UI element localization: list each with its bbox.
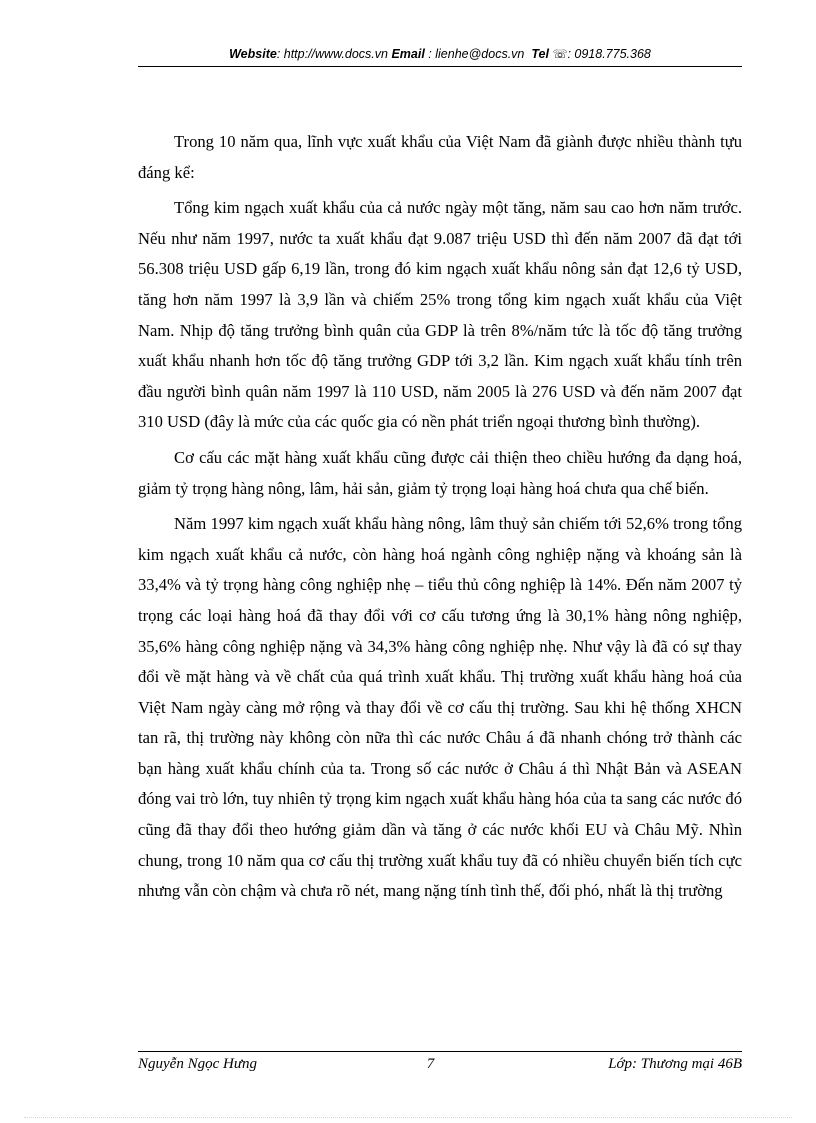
- body-paragraph: Trong 10 năm qua, lĩnh vực xuất khẩu của Việt Nam đã giành được nhiều thành tựu đáng kể:: [138, 132, 742, 182]
- document-body: [138, 127, 742, 912]
- page-header: [138, 47, 742, 61]
- website-url[interactable]: : http://www.docs.vn: [276, 47, 388, 61]
- email-address[interactable]: : lienhe@docs.vn: [424, 47, 525, 61]
- tel-label: Tel: [531, 47, 549, 61]
- website-label: Website: [229, 47, 277, 61]
- email-label: Email: [391, 47, 425, 61]
- footer-divider: [138, 1051, 742, 1052]
- page-number: 7: [426, 1056, 435, 1072]
- body-paragraph: Tổng kim ngạch xuất khẩu của cả nước ngày một tăng, năm sau cao hơn năm trước. Nếu như năm 1997, nước ta xuất khẩu đạt 9.087 triệu USD thì đến năm 2007 đã đạt tới 56.308 triệu USD gấp 6,19 lần, trong đó kim ngạch xuất khẩu nông sản đạt 12,6 tỷ USD, tăng hơn năm 1997 là 3,9 lần và chiếm 25% trong tổng kim ngạch xuất khẩu của Việt Nam. Nhịp độ tăng trưởng bình quân của GDP là trên 8%/năm tức là tốc độ tăng trưởng xuất khẩu nhanh hơn tốc độ tăng trưởng GDP tới 3,2 lần. Kim ngạch xuất khẩu tính trên đầu người bình quân năm 1997 là 110 USD, năm 2005 là 276 USD và đến năm 2007 đạt 310 USD (đây là mức của các quốc gia có nền phát triển ngoại thương bình thường).: [138, 198, 742, 432]
- page-footer: [138, 1056, 742, 1076]
- header-divider: [138, 66, 742, 67]
- tel-number: : 0918.775.368: [567, 47, 651, 61]
- footer-author: Nguyễn Ngọc Hưng: [138, 1056, 257, 1072]
- body-paragraph: Cơ cấu các mặt hàng xuất khẩu cũng được cải thiện theo chiều hướng đa dạng hoá, giảm tỷ trọng hàng nông, lâm, hải sản, giảm tỷ trọng loại hàng hoá chưa qua chế biến.: [138, 447, 742, 498]
- page-edge: [24, 1117, 792, 1118]
- telephone-icon: ☏: [552, 47, 568, 61]
- body-paragraph: Năm 1997 kim ngạch xuất khẩu hàng nông, lâm thuỷ sản chiếm tới 52,6% trong tổng kim ngạch xuất khẩu cả nước, còn hàng hoá ngành công nghiệp nặng và khoáng sản là 33,4% và tỷ trọng hàng công nghiệp nhẹ – tiểu thủ công nghiệp là 14%. Đến năm 2007 tỷ trọng các loại hàng hoá đã thay đổi với cơ cấu tương ứng là 30,1% hàng nông nghiệp, 35,6% hàng công nghiệp nặng và 34,3% hàng công nghiệp nhẹ. Như vậy là đã có sự thay đổi về mặt hàng và về chất của quá trình xuất khẩu. Thị trường xuất khẩu hàng hoá của Việt Nam ngày càng mở rộng và thay đổi về cơ cấu thị trường. Sau khi hệ thống XHCN tan rã, thị trường này không còn nữa thì các nước Châu á đã nhanh chóng trở thành các bạn hàng xuất khẩu chính của ta. Trong số các nước ở Châu á thì Nhật Bản và ASEAN đóng vai trò lớn, tuy nhiên tỷ trọng kim ngạch xuất khẩu hàng hóa của ta sang các nước đó cũng đã thay đổi theo hướng giảm dần và tăng ở các nước khối EU và Châu Mỹ. Nhìn chung, trong 10 năm qua cơ cấu thị trường xuất khẩu tuy đã có nhiều chuyển biến tích cực nhưng vẫn còn chậm và chưa rõ nét, mang nặng tính tình thế, đối phó, nhất là thị trường: [138, 514, 742, 901]
- footer-class-info: Lớp: Thương mại 46B: [608, 1056, 742, 1072]
